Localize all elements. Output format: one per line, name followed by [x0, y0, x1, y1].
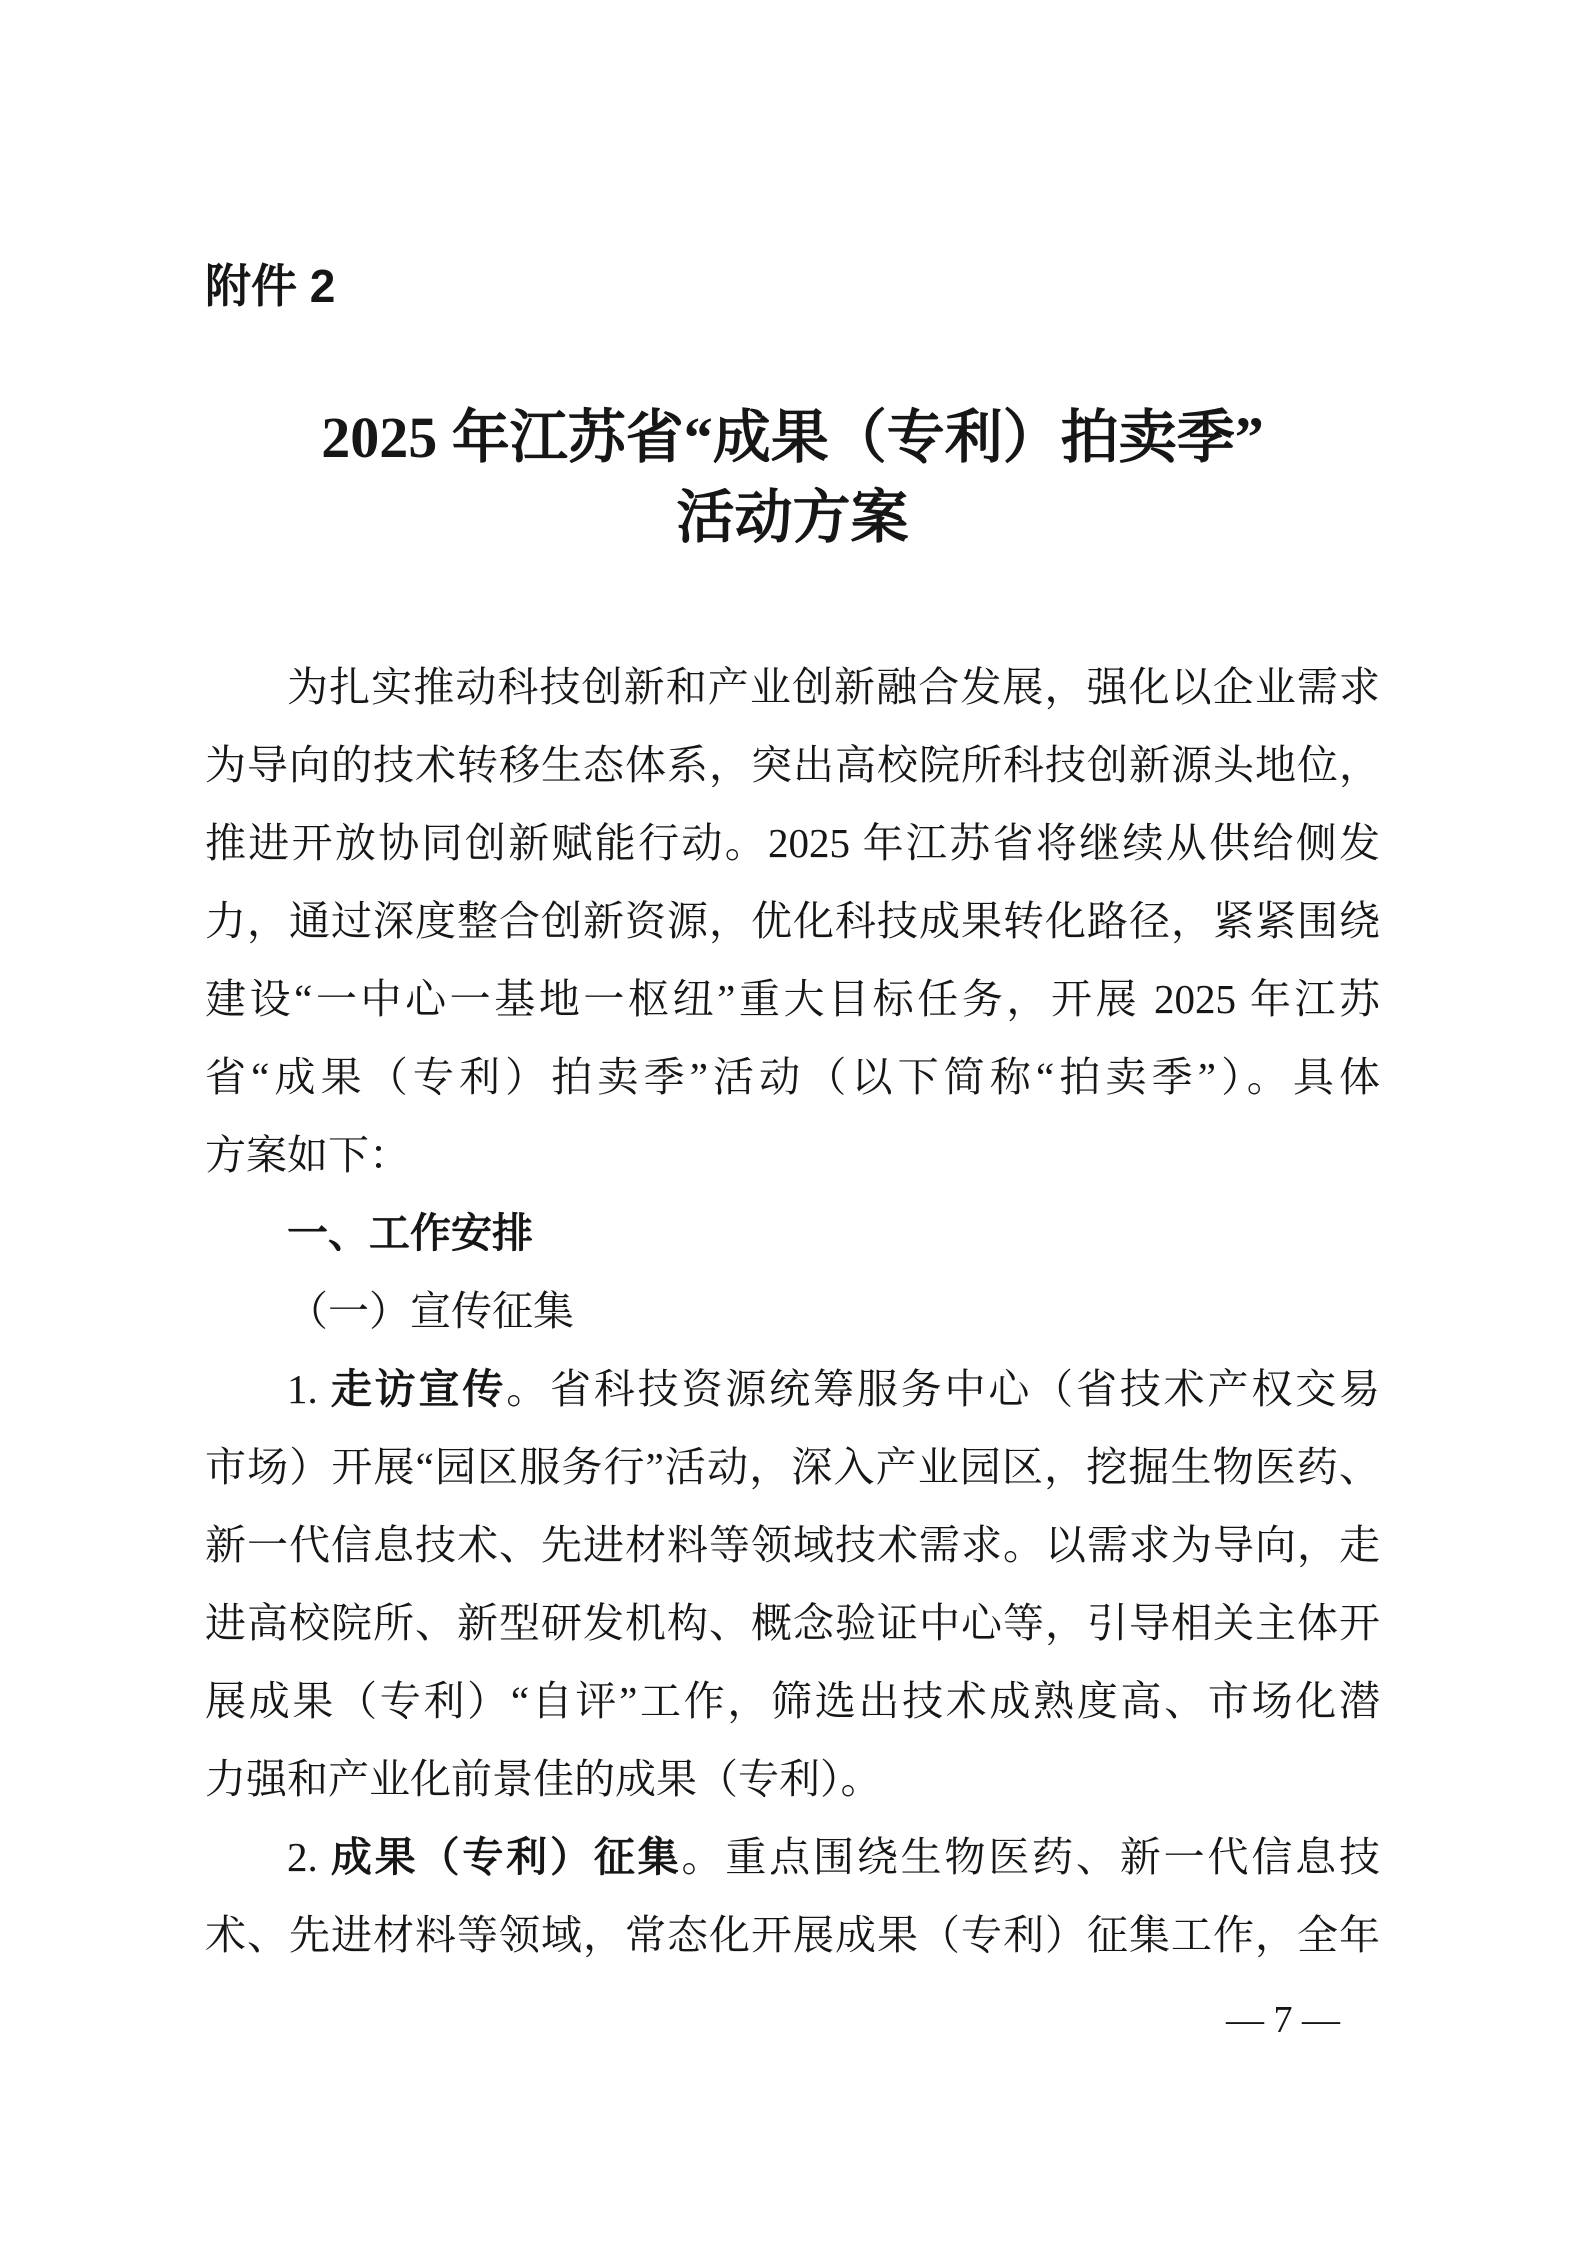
document-body — [205, 648, 1380, 1974]
bold-run: 走访宣传 — [330, 1366, 507, 1412]
text-run: 。省科技资源统筹服务中心（省技术产权交易 — [506, 1366, 1381, 1412]
body-line: 为导向的技术转移生态体系，突出高校院所科技创新源头地位， — [205, 742, 1380, 788]
text-run: 2. — [287, 1834, 331, 1880]
body-line: 建设“一中心一基地一枢纽”重大目标任务，开展 2025 年江苏 — [205, 976, 1380, 1022]
body-line: 市场）开展“园区服务行”活动，深入产业园区，挖掘生物医药、 — [205, 1444, 1380, 1490]
body-line: 术、先进材料等领域，常态化开展成果（专利）征集工作，全年 — [205, 1912, 1380, 1958]
subsection-heading: （一）宣传征集 — [287, 1288, 574, 1334]
body-line: 方案如下： — [205, 1132, 410, 1178]
text-run: 1. — [287, 1366, 331, 1412]
body-line: 力，通过深度整合创新资源，优化科技成果转化路径，紧紧围绕 — [205, 898, 1380, 944]
body-line: 为扎实推动科技创新和产业创新融合发展，强化以企业需求 — [287, 664, 1380, 710]
text-run: 。重点围绕生物医药、新一代信息技 — [681, 1834, 1381, 1880]
body-line: 省“成果（专利）拍卖季”活动（以下简称“拍卖季”）。具体 — [205, 1054, 1380, 1100]
body-line: 进高校院所、新型研发机构、概念验证中心等，引导相关主体开 — [205, 1600, 1380, 1646]
body-line: 展成果（专利）“自评”工作，筛选出技术成熟度高、市场化潜 — [205, 1678, 1380, 1724]
body-line: 新一代信息技术、先进材料等领域技术需求。以需求为导向，走 — [205, 1522, 1380, 1568]
bold-run: 成果（专利）征集 — [330, 1834, 682, 1880]
section-heading: 一、工作安排 — [287, 1210, 533, 1256]
body-line: 推进开放协同创新赋能行动。2025 年江苏省将继续从供给侧发 — [205, 820, 1380, 866]
page-number: — 7 — — [1226, 1999, 1340, 2041]
document-title — [205, 398, 1380, 558]
body-line — [205, 1350, 1380, 1428]
attachment-label: 附件 2 — [205, 260, 336, 312]
body-line — [205, 1818, 1380, 1896]
title-line-1: 2025 年江苏省“成果（专利）拍卖季” — [321, 405, 1264, 470]
body-line: 力强和产业化前景佳的成果（专利）。 — [205, 1756, 882, 1802]
title-line-2: 活动方案 — [676, 485, 909, 550]
